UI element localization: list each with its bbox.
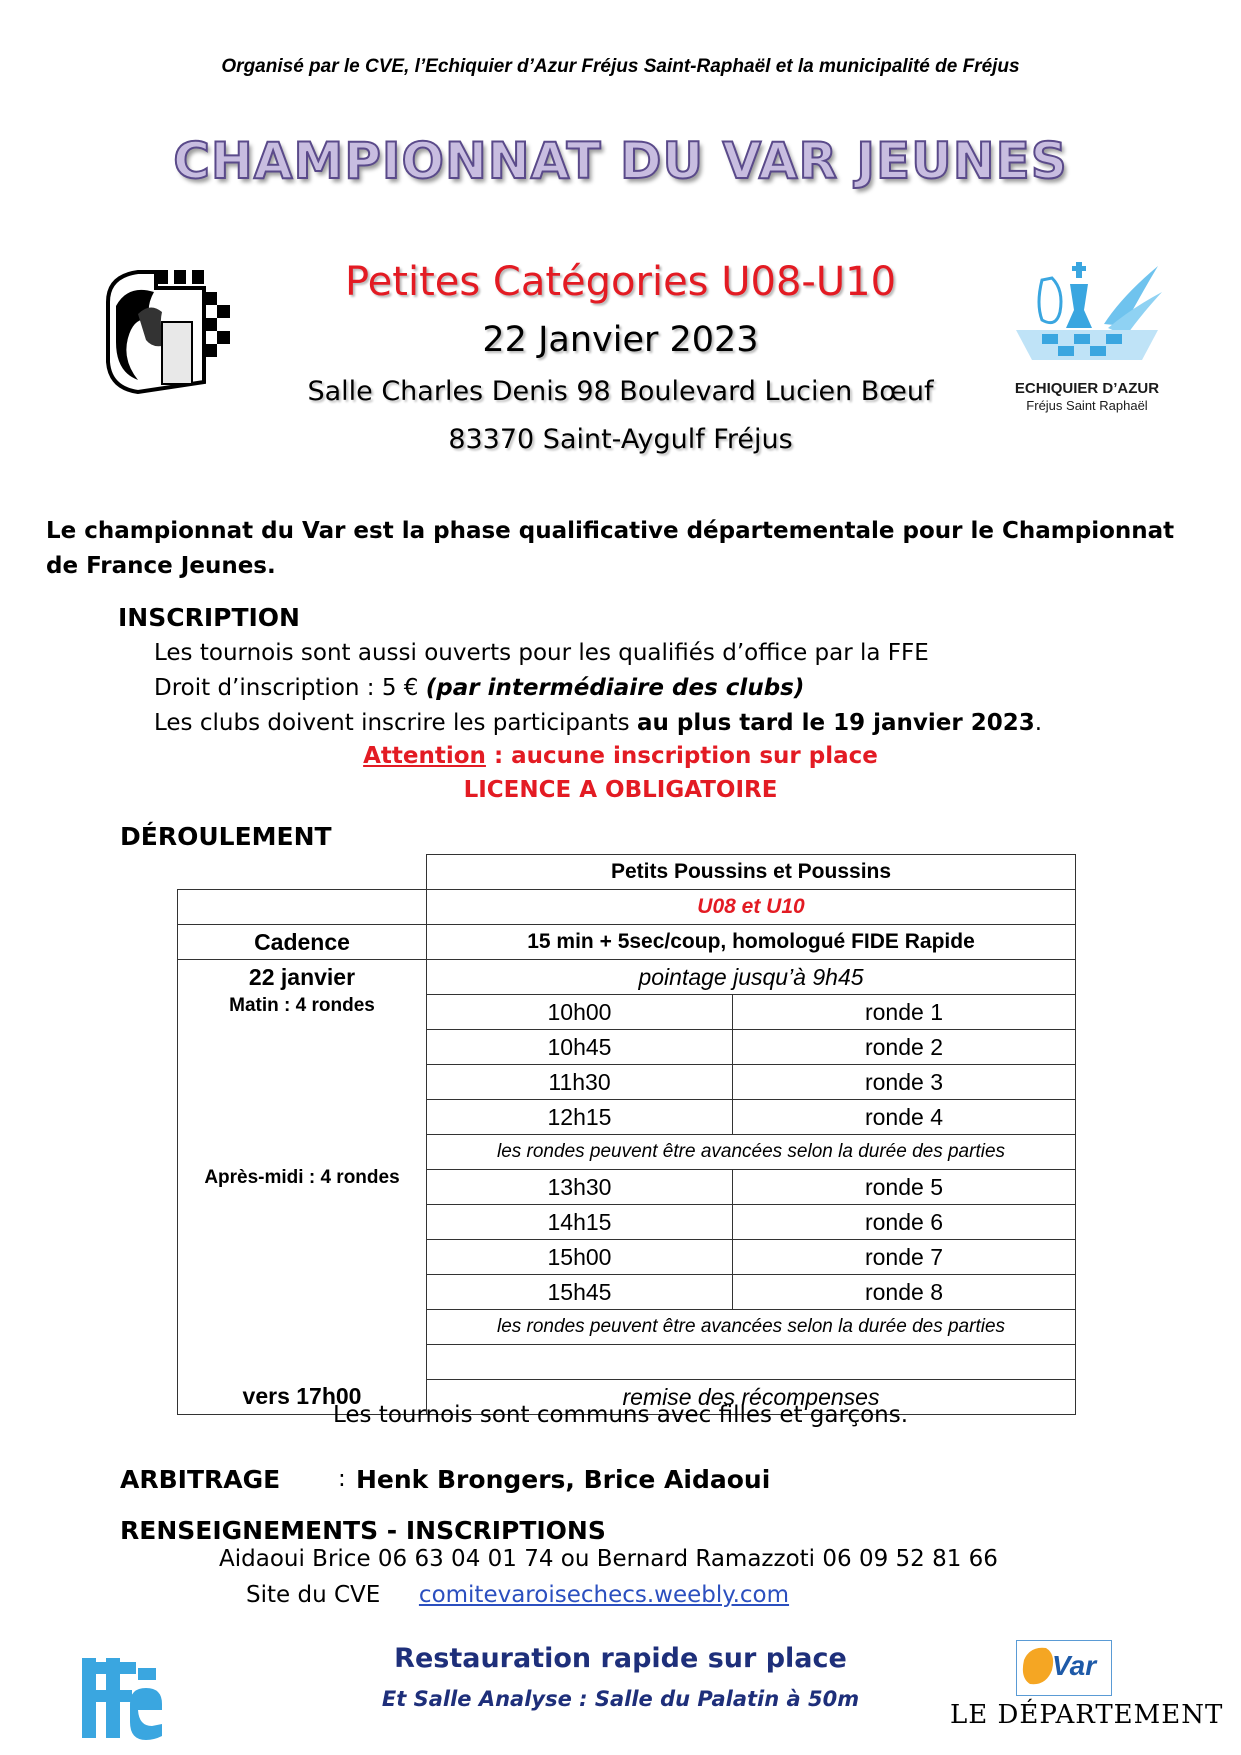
- arbitrage-names: Henk Brongers, Brice Aidaoui: [356, 1465, 771, 1494]
- organizer-line: Organisé par le CVE, l’Echiquier d’Azur Fréjus Saint-Raphaël et la municipalité de Fréjus: [221, 56, 1020, 77]
- round-label: ronde 8: [733, 1275, 1076, 1310]
- inscription-fee: [154, 675, 804, 701]
- intro-paragraph: Le championnat du Var est la phase qualificative départementale pour le Championnat de France Jeunes.: [46, 518, 1175, 579]
- analyse-room: Et Salle Analyse : Salle du Palatin à 50m: [381, 1687, 860, 1711]
- licence-notice: LICENCE A OBLIGATOIRE: [463, 777, 778, 803]
- echiquier-azur-sub: Fréjus Saint Raphaël: [1026, 398, 1148, 413]
- round-time: 10h45: [427, 1030, 733, 1065]
- echiquier-azur-name: ECHIQUIER D’AZUR: [1014, 380, 1160, 397]
- categories-title: Petites Catégories U08-U10: [344, 259, 897, 305]
- cadence-label: Cadence: [178, 925, 427, 960]
- schedule-day-column: [178, 960, 427, 1380]
- inscription-deadline: [154, 710, 1042, 736]
- table-cell-empty: [178, 855, 427, 890]
- end-time: vers 17h00: [178, 1380, 427, 1415]
- arbitrage-separator: :: [338, 1466, 346, 1492]
- table-row: [178, 925, 1076, 960]
- round-time: 15h00: [427, 1240, 733, 1275]
- site-label: Site du CVE: [246, 1582, 381, 1608]
- venue-address: Salle Charles Denis 98 Boulevard Lucien Bœuf: [307, 376, 934, 407]
- group-header: Petits Poussins et Poussins: [427, 855, 1076, 890]
- fee-text: Droit d’inscription : 5 €: [154, 675, 419, 701]
- arbitrage-heading: ARBITRAGE: [120, 1465, 281, 1494]
- round-time: 14h15: [427, 1205, 733, 1240]
- morning-label: Matin : 4 rondes: [229, 995, 375, 1016]
- table-row: [178, 855, 1076, 890]
- round-label: ronde 7: [733, 1240, 1076, 1275]
- table-cell-empty: [178, 890, 427, 925]
- rounds-note: les rondes peuvent être avancées selon la durée des parties: [427, 1310, 1076, 1345]
- renseignements-heading: RENSEIGNEMENTS - INSCRIPTIONS: [120, 1516, 606, 1545]
- attention-notice: [0, 743, 1241, 769]
- table-row: [178, 960, 1076, 995]
- round-time: 12h15: [427, 1100, 733, 1135]
- fee-note: (par intermédiaire des clubs): [425, 675, 805, 701]
- inscription-line-1: Les tournois sont aussi ouverts pour les qualifiés d’office par la FFE: [154, 640, 929, 666]
- spacer: [178, 1017, 426, 1167]
- round-label: ronde 5: [733, 1170, 1076, 1205]
- deroulement-heading: DÉROULEMENT: [120, 822, 332, 851]
- deadline-period: .: [1034, 710, 1043, 736]
- afternoon-label: Après-midi : 4 rondes: [204, 1167, 400, 1188]
- round-label: ronde 3: [733, 1065, 1076, 1100]
- cadence-value: 15 min + 5sec/coup, homologué FIDE Rapide: [427, 925, 1076, 960]
- rounds-note: les rondes peuvent être avancées selon la durée des parties: [427, 1135, 1076, 1170]
- event-date: 22 Janvier 2023: [482, 320, 759, 360]
- round-label: ronde 2: [733, 1030, 1076, 1065]
- schedule-day: 22 janvier: [248, 964, 356, 990]
- round-label: ronde 6: [733, 1205, 1076, 1240]
- schedule-table: [177, 854, 1076, 1415]
- attention-word: Attention: [363, 743, 486, 769]
- round-time: 11h30: [427, 1065, 733, 1100]
- page-title: CHAMPIONNAT DU VAR JEUNES: [173, 132, 1068, 190]
- age-categories: U08 et U10: [427, 890, 1076, 925]
- awards-row: remise des récompenses: [427, 1380, 1076, 1415]
- attention-text: : aucune inscription sur place: [485, 743, 878, 769]
- round-label: ronde 4: [733, 1100, 1076, 1135]
- round-time: 10h00: [427, 995, 733, 1030]
- round-time: 15h45: [427, 1275, 733, 1310]
- site-link[interactable]: comitevaroisechecs.weebly.com: [418, 1582, 790, 1608]
- round-label: ronde 1: [733, 995, 1076, 1030]
- food-notice: Restauration rapide sur place: [394, 1643, 847, 1674]
- round-time: 13h30: [427, 1170, 733, 1205]
- venue-city: 83370 Saint-Aygulf Fréjus: [448, 424, 793, 455]
- var-brand: Var: [1052, 1650, 1097, 1681]
- spacer: [427, 1345, 1076, 1380]
- pointage-row: pointage jusqu’à 9h45: [427, 960, 1076, 995]
- site-line: [246, 1582, 789, 1608]
- deadline-date: au plus tard le 19 janvier 2023: [636, 710, 1035, 736]
- mixed-note: Les tournois sont communs avec filles et garçons.: [332, 1402, 909, 1428]
- var-department-label: LE DÉPARTEMENT: [950, 1700, 1224, 1730]
- contact-line: Aidaoui Brice 06 63 04 01 74 ou Bernard Ramazzoti 06 09 52 81 66: [219, 1546, 998, 1572]
- inscription-heading: INSCRIPTION: [118, 603, 300, 632]
- deadline-text: Les clubs doivent inscrire les participants: [154, 710, 630, 736]
- table-row: [178, 890, 1076, 925]
